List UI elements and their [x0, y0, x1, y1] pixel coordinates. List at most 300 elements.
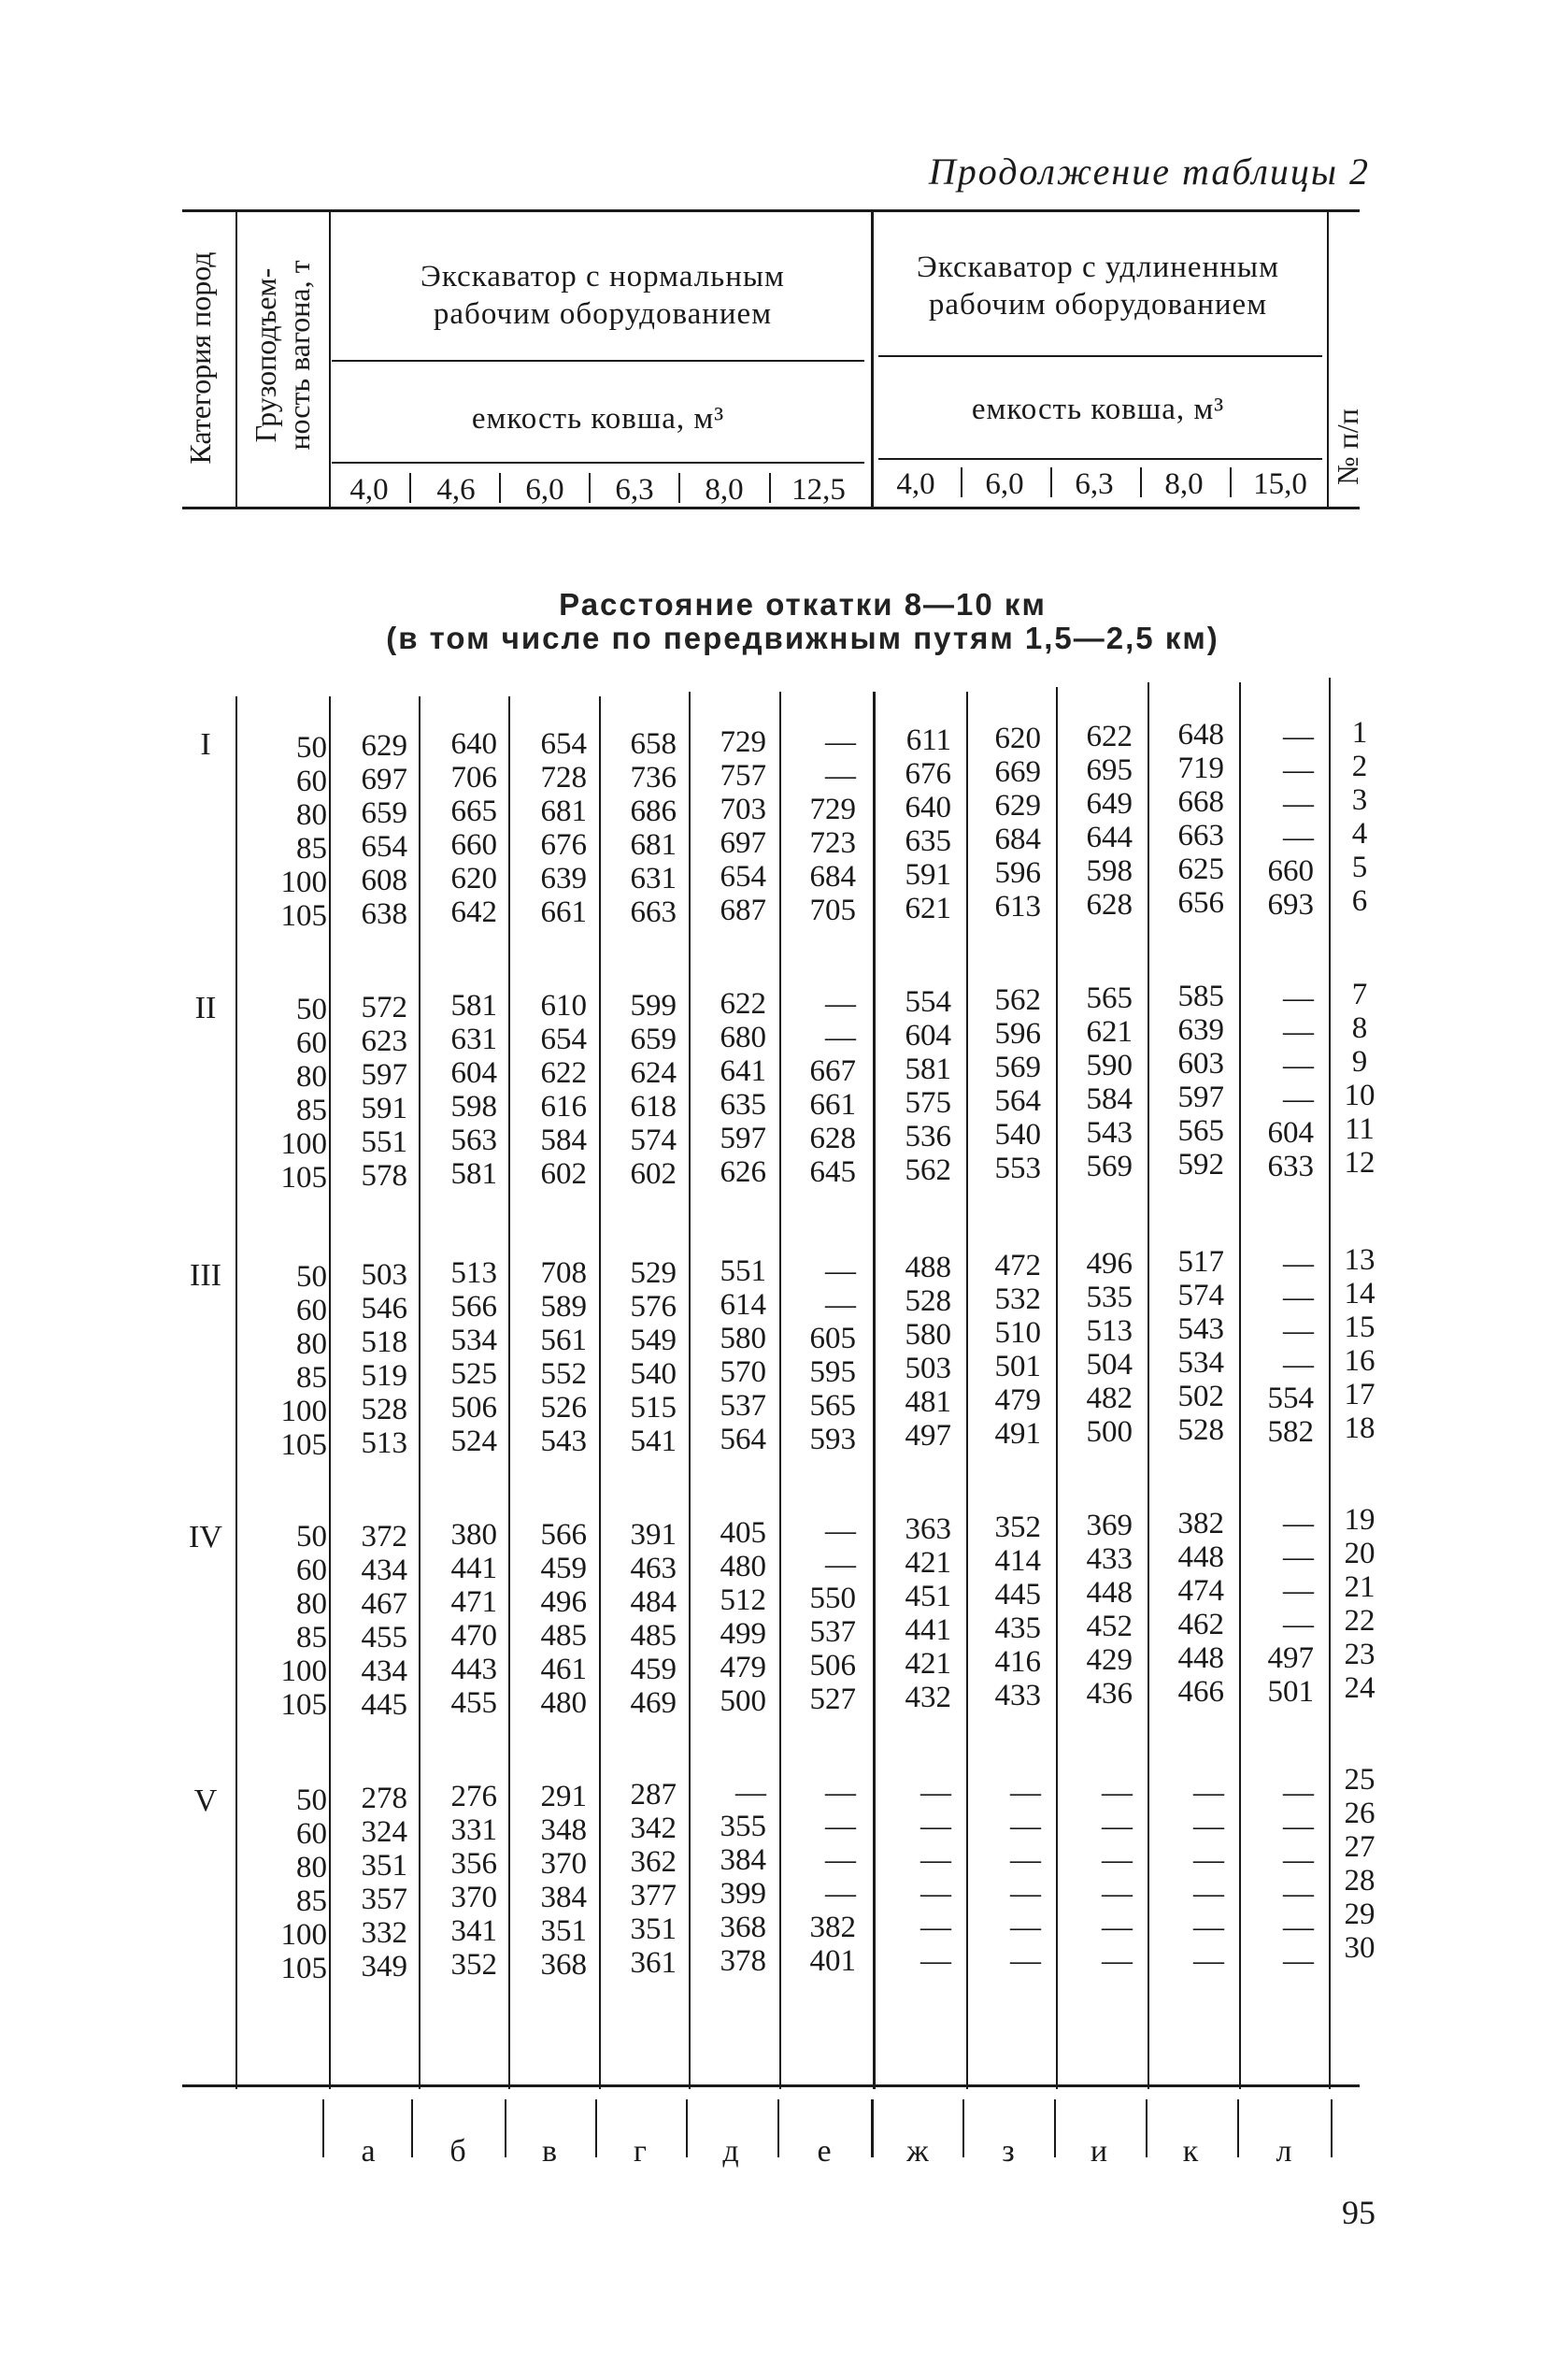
- col-k: [1134, 718, 1224, 920]
- rownum-header: № п/п: [1331, 408, 1364, 485]
- table-cell: 626: [720, 1155, 766, 1189]
- col-a: [318, 991, 407, 1193]
- table-cell: 513: [1086, 1314, 1133, 1348]
- rownum-column: [1336, 1763, 1383, 1965]
- capacity-column: [252, 1783, 327, 1985]
- table-cell: 278: [361, 1782, 407, 1815]
- table-cell: 697: [720, 826, 766, 860]
- table-cell: 613: [994, 890, 1041, 924]
- size-sep: [589, 473, 591, 503]
- table-cell: 503: [905, 1352, 951, 1385]
- table-cell: 351: [540, 1914, 587, 1948]
- header-top-rule: [182, 209, 1360, 212]
- capacity-value: 100: [280, 1395, 327, 1428]
- table-cell: 324: [361, 1815, 407, 1849]
- row-number: 17: [1344, 1378, 1376, 1411]
- table-cell: —: [1102, 1877, 1133, 1911]
- table-cell: 654: [720, 860, 766, 894]
- table-cell: 433: [994, 1679, 1041, 1712]
- table-cell: 620: [450, 862, 497, 895]
- table-cell: 676: [905, 757, 951, 791]
- table-cell: 455: [450, 1686, 497, 1720]
- row-number: 3: [1351, 783, 1368, 817]
- table-cell: —: [1283, 1507, 1314, 1540]
- table-cell: —: [1283, 1049, 1314, 1082]
- table-cell: 382: [809, 1911, 856, 1944]
- body-vrule: [235, 696, 237, 2089]
- table-cell: —: [1283, 720, 1314, 753]
- table-cell: 485: [630, 1619, 677, 1653]
- table-cell: 622: [540, 1056, 587, 1090]
- table-cell: 564: [720, 1423, 766, 1456]
- row-number: 5: [1351, 851, 1368, 884]
- table-cell: 598: [450, 1090, 497, 1124]
- row-number: 20: [1344, 1537, 1376, 1570]
- table-cell: 703: [720, 793, 766, 826]
- table-cell: —: [1283, 821, 1314, 854]
- col-k: [1134, 1507, 1224, 1709]
- row-number: 12: [1344, 1146, 1376, 1180]
- table-cell: 639: [540, 862, 587, 895]
- table-cell: 287: [630, 1778, 677, 1812]
- table-cell: 565: [1177, 1114, 1224, 1148]
- bucket-size-b: 4,6: [436, 473, 476, 507]
- row-number: 23: [1344, 1638, 1376, 1671]
- table-cell: 506: [809, 1649, 856, 1683]
- table-cell: 728: [540, 761, 587, 795]
- column-letter-g: г: [634, 2134, 647, 2169]
- table-cell: 621: [1086, 1015, 1133, 1049]
- size-sep: [678, 473, 680, 503]
- table-cell: 482: [1086, 1382, 1133, 1415]
- column-letter-i: и: [1090, 2134, 1108, 2169]
- table-cell: 472: [994, 1249, 1041, 1282]
- table-cell: 434: [361, 1554, 407, 1587]
- rownum-column: [1336, 1243, 1383, 1445]
- row-number: 25: [1344, 1763, 1376, 1797]
- table-cell: 620: [994, 722, 1041, 755]
- table-cell: 584: [540, 1124, 587, 1157]
- bucket-size-i: 6,3: [1075, 467, 1114, 501]
- table-cell: 581: [450, 1157, 497, 1191]
- table-cell: —: [1010, 1877, 1041, 1911]
- table-cell: —: [1193, 1843, 1224, 1877]
- table-cell: 513: [361, 1426, 407, 1460]
- table-cell: 372: [361, 1520, 407, 1554]
- size-sep: [961, 467, 962, 497]
- table-cell: 686: [630, 795, 677, 828]
- table-cell: 534: [1177, 1346, 1224, 1380]
- table-cell: —: [1283, 1540, 1314, 1574]
- col-v: [497, 1518, 587, 1720]
- table-cell: —: [1283, 1843, 1314, 1877]
- table-cell: —: [1010, 1911, 1041, 1944]
- table-cell: —: [1010, 1843, 1041, 1877]
- capacity-value: 100: [280, 1918, 327, 1952]
- table-cell: 578: [361, 1159, 407, 1193]
- row-number: 26: [1344, 1797, 1376, 1830]
- table-cell: 331: [450, 1813, 497, 1847]
- table-cell: 660: [1267, 854, 1314, 888]
- table-cell: 480: [720, 1550, 766, 1583]
- extended-mid-rule: [878, 355, 1322, 357]
- table-cell: 649: [1086, 787, 1133, 821]
- extended-equipment-header: Экскаватор с удлиненным рабочим оборудованием: [917, 251, 1279, 322]
- col-b: [407, 727, 497, 929]
- table-cell: 528: [1177, 1413, 1224, 1447]
- bucket-size-z: 6,0: [985, 467, 1024, 501]
- table-cell: —: [825, 1843, 856, 1877]
- table-cell: 602: [540, 1157, 587, 1191]
- table-cell: 551: [720, 1254, 766, 1288]
- table-cell: 622: [720, 987, 766, 1021]
- col-d: [677, 987, 766, 1189]
- table-cell: 676: [540, 828, 587, 862]
- size-sep: [499, 473, 501, 503]
- table-cell: —: [1102, 1776, 1133, 1810]
- table-cell: 668: [1177, 785, 1224, 819]
- table-cell: 554: [1267, 1382, 1314, 1415]
- col-e: [766, 725, 856, 927]
- row-number: 1: [1351, 716, 1368, 750]
- table-cell: 441: [905, 1613, 951, 1647]
- col-z: [951, 1776, 1041, 1978]
- table-cell: 616: [540, 1090, 587, 1124]
- col-a: [318, 1782, 407, 1983]
- table-cell: 597: [1177, 1081, 1224, 1114]
- table-cell: 593: [809, 1423, 856, 1456]
- table-cell: —: [735, 1776, 766, 1810]
- table-cell: 536: [905, 1120, 951, 1153]
- table-cell: 380: [450, 1518, 497, 1552]
- table-cell: 628: [1086, 888, 1133, 922]
- table-cell: 614: [720, 1288, 766, 1322]
- col-v: [497, 1256, 587, 1458]
- table-cell: 591: [361, 1092, 407, 1125]
- category-label: II: [194, 991, 217, 1025]
- table-cell: —: [1102, 1843, 1133, 1877]
- table-cell: 549: [630, 1324, 677, 1357]
- col-i: [1043, 1247, 1133, 1449]
- capacity-value: 80: [296, 798, 327, 832]
- col-zh: [862, 1512, 951, 1714]
- table-cell: 433: [1086, 1542, 1133, 1576]
- table-cell: 452: [1086, 1610, 1133, 1643]
- col-a: [318, 729, 407, 931]
- capacity-value: 85: [296, 1094, 327, 1127]
- col-e: [766, 1776, 856, 1978]
- table-cell: —: [1193, 1810, 1224, 1843]
- table-cell: 680: [720, 1021, 766, 1054]
- table-cell: 639: [1177, 1013, 1224, 1047]
- table-cell: 370: [540, 1847, 587, 1881]
- table-cell: 518: [361, 1325, 407, 1359]
- table-cell: —: [1193, 1776, 1224, 1810]
- table-cell: 341: [450, 1914, 497, 1948]
- table-cell: 432: [905, 1681, 951, 1714]
- capacity-value: 50: [296, 1260, 327, 1294]
- table-cell: 554: [905, 985, 951, 1019]
- capacity-value: 85: [296, 832, 327, 866]
- capacity-value: 60: [296, 1026, 327, 1060]
- table-cell: 706: [450, 761, 497, 795]
- col-g: [587, 1518, 677, 1720]
- table-cell: 369: [1086, 1509, 1133, 1542]
- table-cell: 597: [361, 1058, 407, 1092]
- table-cell: —: [1283, 753, 1314, 787]
- row-number: 11: [1345, 1112, 1375, 1146]
- table-cell: —: [1283, 1810, 1314, 1843]
- table-cell: —: [920, 1877, 951, 1911]
- capacity-value: 80: [296, 1851, 327, 1884]
- table-cell: —: [1102, 1810, 1133, 1843]
- table-cell: 436: [1086, 1677, 1133, 1711]
- table-cell: 470: [450, 1619, 497, 1653]
- category-header: Категория пород: [183, 251, 217, 465]
- table-cell: 580: [720, 1322, 766, 1355]
- col-i: [1043, 720, 1133, 922]
- row-number: 19: [1344, 1503, 1376, 1537]
- table-cell: —: [1283, 1082, 1314, 1116]
- capacity-value: 50: [296, 1520, 327, 1554]
- body-vrule: [1329, 678, 1331, 2089]
- table-cell: 459: [630, 1653, 677, 1686]
- page-number: 95: [1342, 2194, 1376, 2231]
- table-cell: 589: [540, 1290, 587, 1324]
- table-cell: 757: [720, 759, 766, 793]
- table-cell: 610: [540, 989, 587, 1023]
- capacity-column: [252, 731, 327, 933]
- col-i: [1043, 1776, 1133, 1978]
- table-cell: 405: [720, 1516, 766, 1550]
- col-l: [1224, 1776, 1314, 1978]
- table-cell: 416: [994, 1645, 1041, 1679]
- table-cell: 451: [905, 1580, 951, 1613]
- table-cell: 399: [720, 1877, 766, 1911]
- table-cell: —: [1193, 1944, 1224, 1978]
- table-cell: 519: [361, 1359, 407, 1393]
- size-sep: [1050, 467, 1052, 497]
- header-vrule-2: [329, 211, 331, 507]
- table-cell: —: [1283, 1247, 1314, 1281]
- table-cell: 429: [1086, 1643, 1133, 1677]
- table-cell: —: [920, 1911, 951, 1944]
- table-cell: —: [1283, 1281, 1314, 1314]
- table-cell: 654: [361, 830, 407, 864]
- table-cell: 576: [630, 1290, 677, 1324]
- rownum-column: [1336, 978, 1383, 1180]
- table-cell: 421: [905, 1546, 951, 1580]
- table-cell: 638: [361, 897, 407, 931]
- category-label: I: [200, 727, 211, 762]
- table-cell: 513: [450, 1256, 497, 1290]
- table-cell: 534: [450, 1324, 497, 1357]
- table-cell: 351: [630, 1912, 677, 1946]
- table-cell: 697: [361, 763, 407, 796]
- table-cell: —: [1283, 981, 1314, 1015]
- table-cell: 581: [450, 989, 497, 1023]
- table-cell: 661: [540, 895, 587, 929]
- bucket-size-l: 15,0: [1253, 467, 1307, 501]
- table-cell: —: [1010, 1776, 1041, 1810]
- table-cell: 597: [720, 1122, 766, 1155]
- table-cell: 635: [720, 1088, 766, 1122]
- table-cell: 512: [720, 1583, 766, 1617]
- row-number: 29: [1344, 1898, 1376, 1931]
- table-cell: 605: [809, 1322, 856, 1355]
- table-cell: 663: [1177, 819, 1224, 852]
- table-cell: 525: [450, 1357, 497, 1391]
- table-cell: —: [1283, 1574, 1314, 1608]
- row-number: 6: [1351, 884, 1368, 918]
- table-cell: 462: [1177, 1608, 1224, 1641]
- table-cell: 659: [361, 796, 407, 830]
- table-cell: 631: [450, 1023, 497, 1056]
- col-k: [1134, 1776, 1224, 1978]
- table-cell: 546: [361, 1292, 407, 1325]
- table-cell: 551: [361, 1125, 407, 1159]
- table-cell: 629: [361, 729, 407, 763]
- table-cell: 499: [720, 1617, 766, 1651]
- col-g: [587, 1778, 677, 1980]
- col-e: [766, 1514, 856, 1716]
- table-cell: 604: [905, 1019, 951, 1053]
- column-letter-l: л: [1276, 2134, 1292, 2169]
- table-cell: 467: [361, 1587, 407, 1621]
- table-cell: —: [825, 1776, 856, 1810]
- col-e: [766, 987, 856, 1189]
- table-cell: 658: [630, 727, 677, 761]
- column-letter-a: а: [361, 2134, 376, 2169]
- capacity-value: 60: [296, 1817, 327, 1851]
- table-cell: —: [825, 1810, 856, 1843]
- row-number: 13: [1344, 1243, 1376, 1277]
- table-cell: 572: [361, 991, 407, 1024]
- table-cell: 481: [905, 1385, 951, 1419]
- bucket-size-v: 6,0: [525, 473, 564, 507]
- col-zh: [862, 1776, 951, 1978]
- table-cell: 391: [630, 1518, 677, 1552]
- bucket-size-d: 8,0: [705, 473, 744, 507]
- table-bottom-rule: [182, 2084, 1360, 2087]
- table-cell: 640: [450, 727, 497, 761]
- table-cell: 503: [361, 1258, 407, 1292]
- table-cell: 434: [361, 1654, 407, 1688]
- normal-size-rule: [332, 462, 864, 464]
- table-cell: 644: [1086, 821, 1133, 854]
- table-cell: 684: [809, 860, 856, 894]
- table-cell: 552: [540, 1357, 587, 1391]
- table-cell: 384: [540, 1881, 587, 1914]
- table-cell: —: [1283, 787, 1314, 821]
- bucket-size-k: 8,0: [1164, 467, 1204, 501]
- col-b: [407, 989, 497, 1191]
- table-cell: 496: [1086, 1247, 1133, 1281]
- table-cell: 401: [809, 1944, 856, 1978]
- table-cell: 661: [809, 1088, 856, 1122]
- size-sep: [1230, 467, 1232, 497]
- table-cell: 574: [630, 1124, 677, 1157]
- table-cell: 687: [720, 894, 766, 927]
- table-cell: 529: [630, 1256, 677, 1290]
- table-cell: 535: [1086, 1281, 1133, 1314]
- col-a: [318, 1258, 407, 1460]
- table-cell: 368: [540, 1948, 587, 1982]
- capacity-value: 100: [280, 866, 327, 899]
- table-cell: 665: [450, 795, 497, 828]
- table-cell: 611: [905, 723, 951, 757]
- table-cell: 497: [905, 1419, 951, 1453]
- table-cell: 368: [720, 1911, 766, 1944]
- bucket-size-zh: 4,0: [896, 467, 935, 501]
- table-cell: —: [920, 1776, 951, 1810]
- section-title: Расстояние откатки 8—10 км: [559, 587, 1047, 622]
- table-cell: —: [1283, 1608, 1314, 1641]
- table-cell: 484: [630, 1585, 677, 1619]
- table-cell: —: [1010, 1944, 1041, 1978]
- table-cell: —: [1102, 1911, 1133, 1944]
- table-cell: 641: [720, 1054, 766, 1088]
- table-cell: 540: [994, 1118, 1041, 1152]
- rownum-column: [1336, 1503, 1383, 1705]
- col-g: [587, 1256, 677, 1458]
- row-number: 14: [1344, 1277, 1376, 1310]
- col-i: [1043, 981, 1133, 1183]
- table-cell: 524: [450, 1425, 497, 1458]
- size-sep: [409, 473, 411, 503]
- table-cell: 485: [540, 1619, 587, 1653]
- column-letter-e: е: [817, 2134, 832, 2169]
- col-zh: [862, 1251, 951, 1453]
- table-cell: 621: [905, 892, 951, 925]
- col-z: [951, 983, 1041, 1185]
- category-label: V: [193, 1783, 218, 1818]
- table-cell: 708: [540, 1256, 587, 1290]
- table-cell: 474: [1177, 1574, 1224, 1608]
- table-cell: 565: [1086, 981, 1133, 1015]
- category-label: III: [190, 1258, 221, 1293]
- table-cell: 471: [450, 1585, 497, 1619]
- capacity-value: 85: [296, 1621, 327, 1654]
- table-cell: 500: [720, 1684, 766, 1718]
- table-cell: 681: [540, 795, 587, 828]
- col-d: [677, 1516, 766, 1718]
- table-cell: 443: [450, 1653, 497, 1686]
- table-cell: 435: [994, 1611, 1041, 1645]
- capacity-value: 105: [280, 1952, 327, 1985]
- col-d: [677, 1776, 766, 1978]
- row-number: 28: [1344, 1864, 1376, 1898]
- table-cell: 370: [450, 1881, 497, 1914]
- table-cell: 595: [809, 1355, 856, 1389]
- col-l: [1224, 720, 1314, 922]
- table-cell: 377: [630, 1879, 677, 1912]
- table-cell: 596: [994, 1017, 1041, 1051]
- size-sep: [769, 473, 771, 503]
- table-cell: 276: [450, 1780, 497, 1813]
- column-letter-v: в: [541, 2134, 558, 2169]
- table-cell: 501: [1267, 1675, 1314, 1709]
- row-number: 4: [1351, 817, 1368, 851]
- col-z: [951, 722, 1041, 924]
- table-cell: 543: [1177, 1312, 1224, 1346]
- table-cell: 363: [905, 1512, 951, 1546]
- col-d: [677, 1254, 766, 1456]
- table-cell: 352: [450, 1948, 497, 1982]
- normal-bucket-label: емкость ковша, м³: [471, 402, 725, 436]
- column-letter-b: б: [449, 2134, 466, 2169]
- table-cell: 645: [809, 1155, 856, 1189]
